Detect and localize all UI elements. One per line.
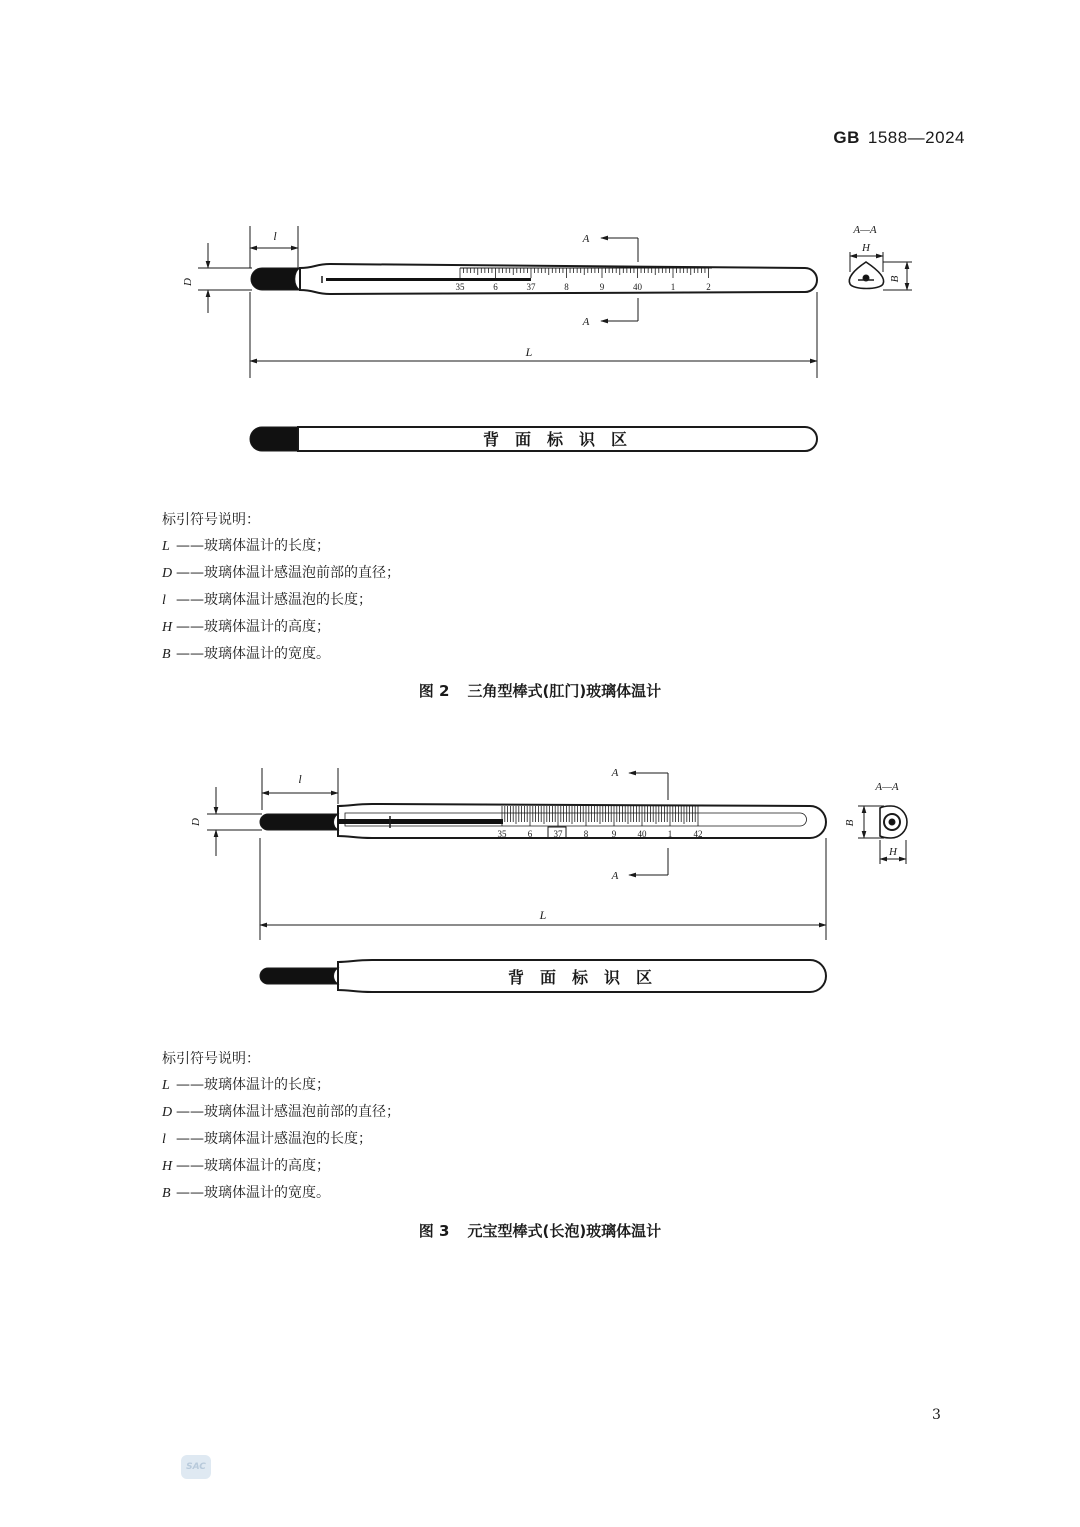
scale-label: 37 — [553, 829, 563, 839]
scale-labels — [456, 282, 711, 292]
legend-symbol: B — [162, 1186, 171, 1201]
legend-symbol: H — [162, 1159, 173, 1174]
capillary-mercury — [338, 819, 503, 824]
legend-text: ——玻璃体温计感温泡的长度； — [176, 1131, 372, 1147]
legend-text: ——玻璃体温计的高度； — [176, 619, 330, 635]
bulb-front — [260, 814, 338, 830]
sac-logo: SAC — [181, 1455, 211, 1479]
figure-3-legend — [162, 1046, 400, 1207]
legend-item — [162, 587, 400, 614]
bulb-back — [250, 427, 298, 451]
legend-symbol: H — [162, 620, 173, 635]
scale-label: 37 — [526, 282, 536, 292]
legend-text: ——玻璃体温计的宽度。 — [176, 646, 330, 662]
caption-number: 图 3 — [418, 1222, 450, 1240]
legend-text: ——玻璃体温计感温泡的长度； — [176, 592, 372, 608]
legend-text: ——玻璃体温计的长度； — [176, 538, 330, 554]
figure-2-legend — [162, 507, 400, 668]
legend-text: ——玻璃体温计感温泡前部的直径； — [176, 1104, 400, 1120]
dim-L-label: L — [525, 345, 533, 359]
scale-label: 40 — [633, 282, 642, 292]
dim-B-label: B — [844, 819, 856, 827]
figure-3-drawing — [0, 760, 1080, 1000]
bulb-back — [260, 968, 338, 984]
scale-label: 1 — [670, 282, 676, 292]
legend-text: ——玻璃体温计感温泡前部的直径； — [176, 565, 400, 581]
scale-label: 6 — [493, 282, 498, 292]
section-A-top-label: A — [582, 233, 590, 245]
legend-symbol: l — [162, 593, 166, 608]
legend-item — [162, 1153, 400, 1180]
dim-H-label: H — [862, 242, 870, 254]
dim-D-label: D — [182, 278, 194, 286]
dim-l-label: l — [298, 772, 302, 786]
legend-item — [162, 560, 400, 587]
section-AA-label: A—A — [875, 781, 899, 793]
scale-label: 9 — [599, 282, 605, 292]
legend-title: 标引符号说明： — [162, 512, 260, 528]
scale-label: 6 — [527, 829, 533, 839]
scale-label: 9 — [611, 829, 617, 839]
legend-item — [162, 1072, 400, 1099]
back-marking-area-label: 背 面 标 识 区 — [482, 430, 628, 449]
scale-label: 40 — [637, 829, 647, 839]
legend-item — [162, 1180, 400, 1207]
dim-l-label: l — [273, 229, 277, 243]
dim-B-label: B — [889, 275, 901, 283]
scale-label: 1 — [667, 829, 673, 839]
back-marking-area-label: 背 面 标 识 区 — [507, 968, 653, 987]
section-AA-label: A—A — [853, 224, 877, 236]
scale-label: 8 — [564, 282, 569, 292]
scale-label: 2 — [706, 282, 711, 292]
legend-item — [162, 641, 400, 668]
legend-symbol: L — [162, 1078, 170, 1093]
section-A-bottom-label: A — [582, 316, 590, 328]
capillary-mercury — [326, 278, 531, 281]
dim-L-label: L — [539, 908, 547, 922]
dim-D-label: D — [190, 818, 202, 826]
standard-prefix: GB — [833, 128, 860, 147]
scale-label: 42 — [693, 829, 703, 839]
scale-label: 35 — [455, 282, 465, 292]
scale-ticks — [460, 268, 709, 278]
legend-text: ——玻璃体温计的宽度。 — [176, 1185, 330, 1201]
legend-item — [162, 1099, 400, 1126]
standard-code: 1588—2024 — [867, 128, 965, 147]
figure-2-drawing — [0, 215, 1080, 460]
legend-symbol: D — [162, 566, 173, 581]
legend-item — [162, 533, 400, 560]
section-A-bottom-label: A — [611, 870, 619, 882]
page-number: 3 — [932, 1407, 941, 1423]
section-A-top-label: A — [611, 767, 619, 779]
figure-2-caption — [0, 680, 1080, 701]
legend-symbol: B — [162, 647, 171, 662]
legend-symbol: D — [162, 1105, 173, 1120]
figure-3-caption — [0, 1220, 1080, 1241]
caption-number: 图 2 — [418, 682, 450, 700]
legend-symbol: L — [162, 539, 170, 554]
legend-symbol: l — [162, 1132, 166, 1147]
bulb-front — [251, 268, 300, 290]
scale-label: 35 — [497, 829, 507, 839]
legend-text: ——玻璃体温计的长度； — [176, 1077, 330, 1093]
scale-label: 8 — [583, 829, 589, 839]
legend-title: 标引符号说明： — [162, 1051, 260, 1067]
legend-item — [162, 1126, 400, 1153]
legend-item — [162, 614, 400, 641]
standard-number — [833, 128, 965, 148]
caption-title: 三角型棒式(肛门)玻璃体温计 — [467, 682, 662, 700]
scale-ticks — [502, 806, 698, 826]
legend-text: ——玻璃体温计的高度； — [176, 1158, 330, 1174]
dim-H-label: H — [889, 846, 897, 858]
caption-title: 元宝型棒式(长泡)玻璃体温计 — [467, 1222, 662, 1240]
